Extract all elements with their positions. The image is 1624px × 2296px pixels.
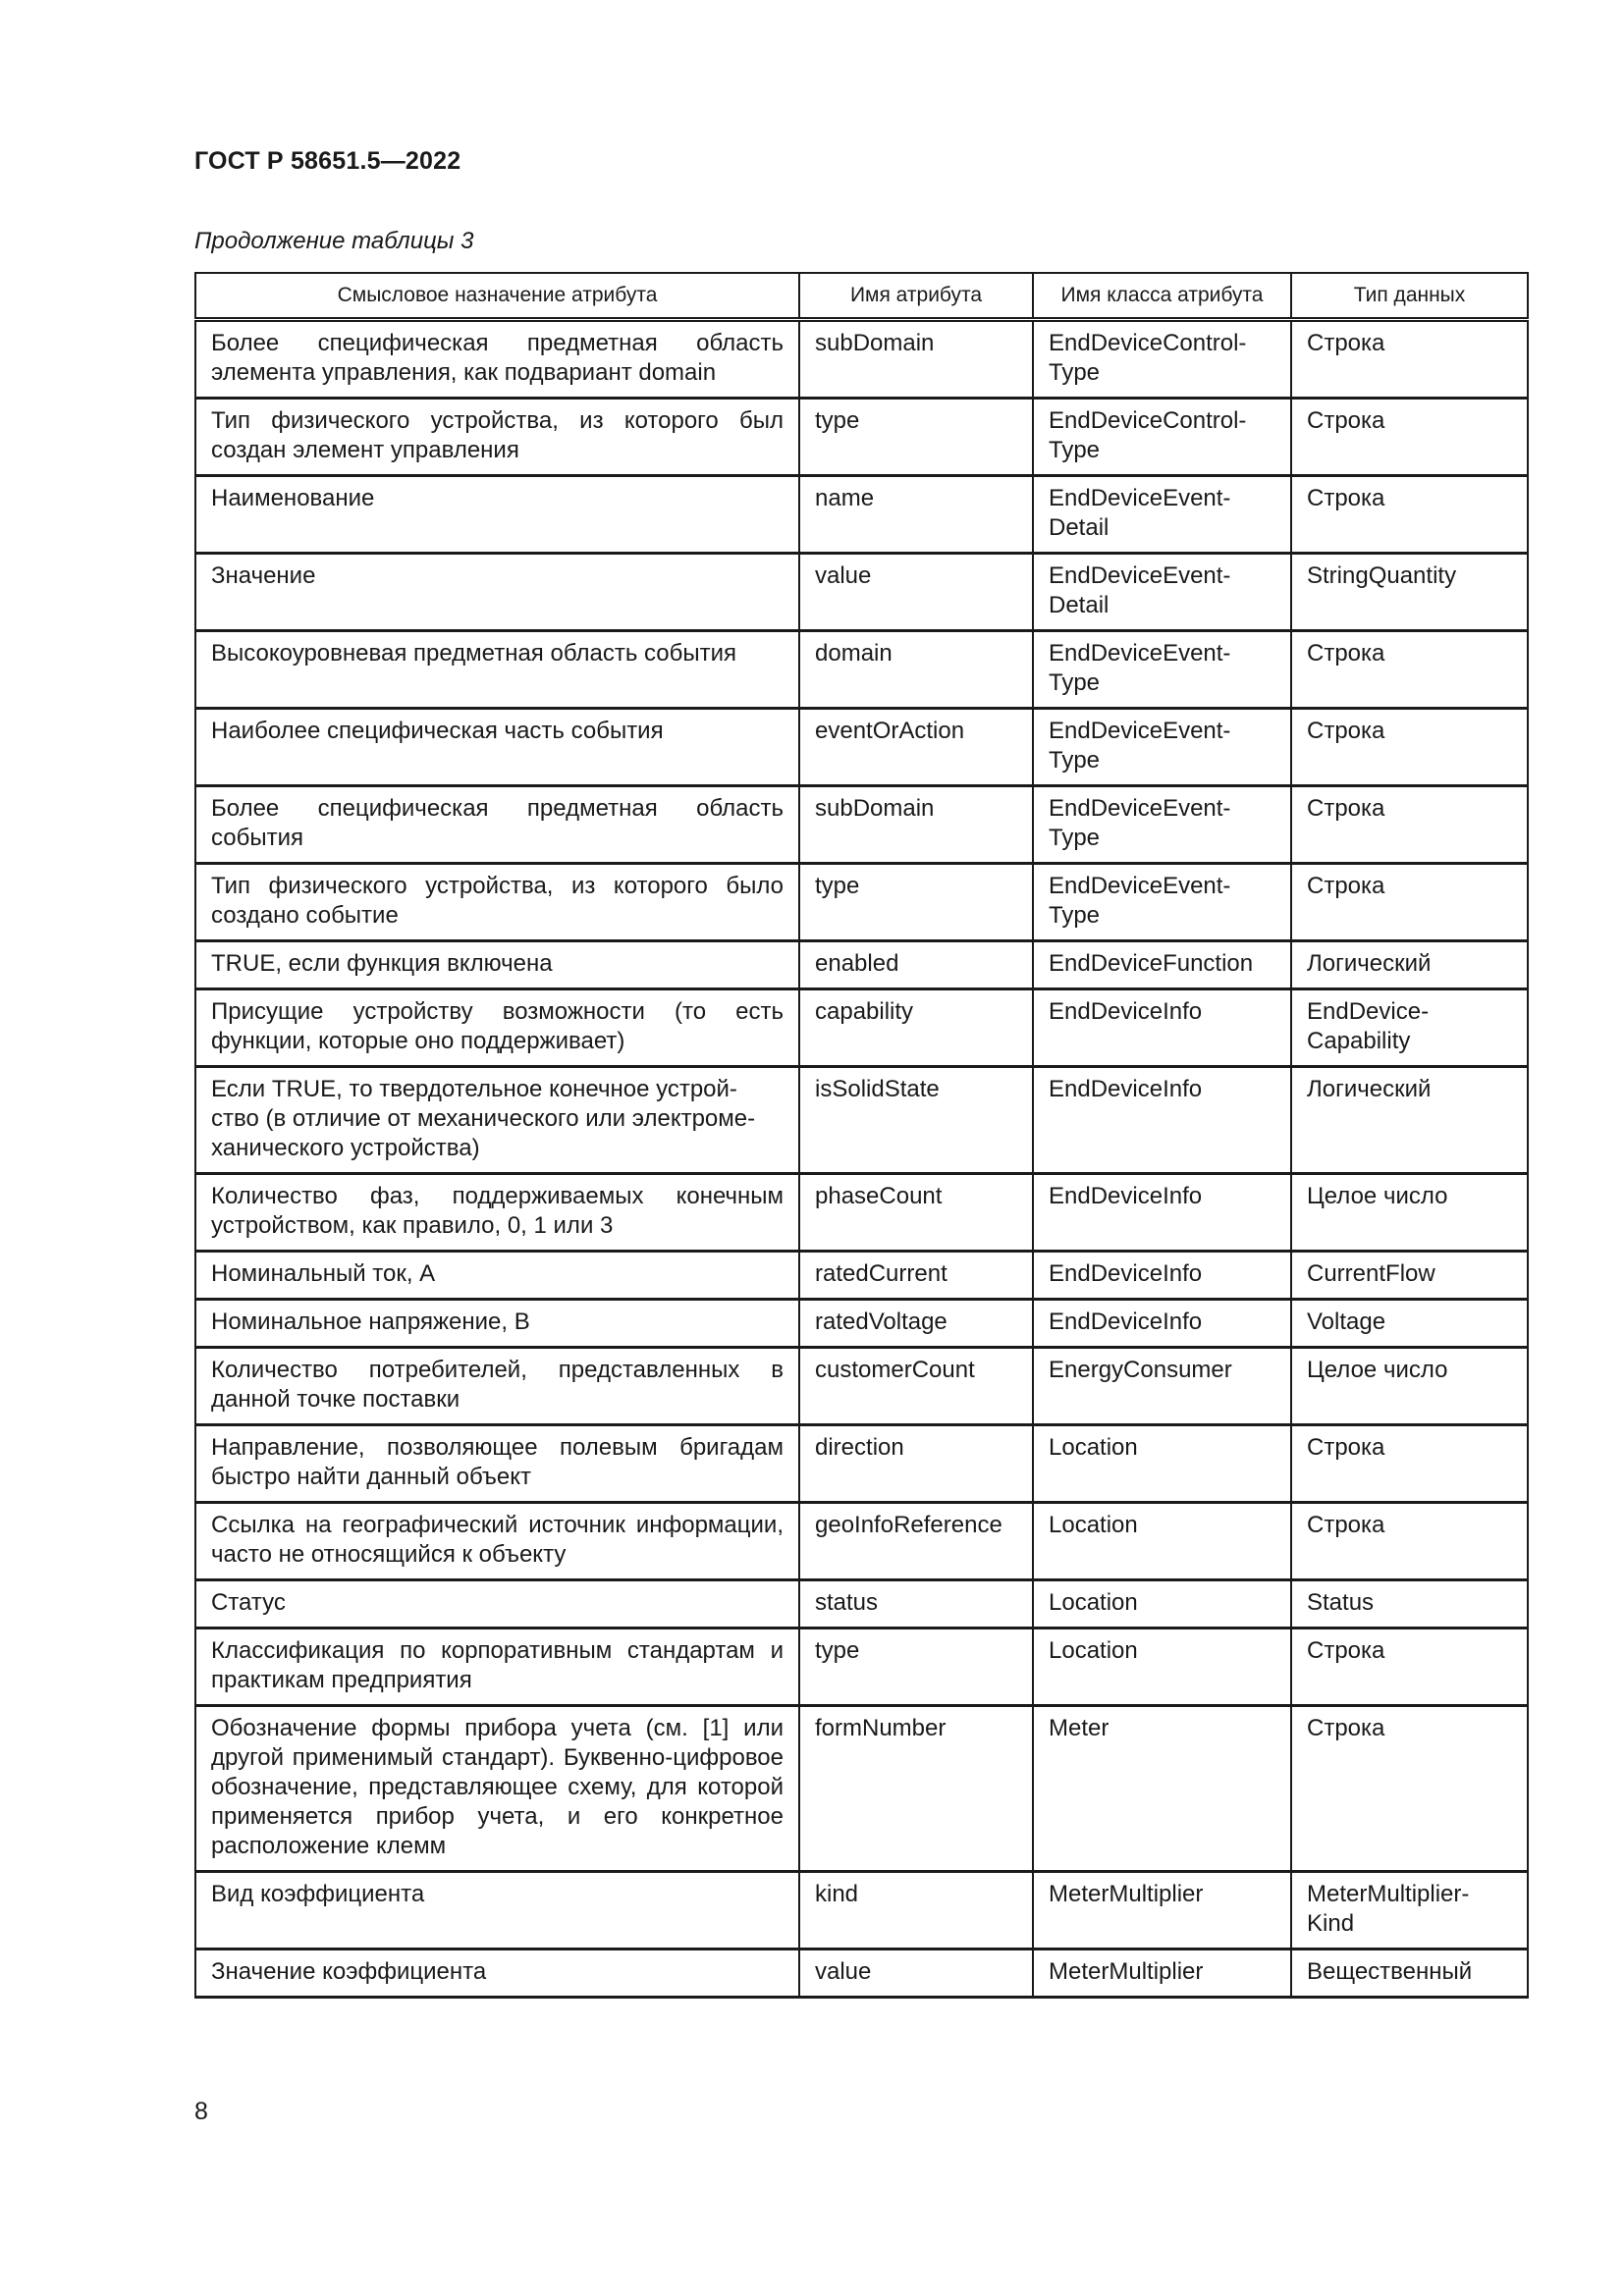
table-header-row bbox=[195, 273, 1528, 320]
table-row bbox=[195, 1252, 1528, 1300]
cell-purpose: Номинальный ток, А bbox=[195, 1252, 799, 1300]
cell-attribute-name: ratedCurrent bbox=[799, 1252, 1033, 1300]
cell-purpose: Тип физического устройства, из которого был создан элемент управления bbox=[195, 399, 799, 476]
cell-data-type: Строка bbox=[1291, 631, 1528, 709]
cell-purpose: Значение bbox=[195, 554, 799, 631]
cell-purpose: Более специфическая предметная область события bbox=[195, 786, 799, 864]
cell-attribute-class: EndDeviceControl- Type bbox=[1033, 320, 1291, 399]
cell-data-type: MeterMultiplier- Kind bbox=[1291, 1872, 1528, 1949]
cell-attribute-name: kind bbox=[799, 1872, 1033, 1949]
cell-attribute-class: EnergyConsumer bbox=[1033, 1348, 1291, 1425]
cell-purpose: Номинальное напряжение, В bbox=[195, 1300, 799, 1348]
cell-data-type: Вещественный bbox=[1291, 1949, 1528, 1998]
column-header-data-type: Тип данных bbox=[1291, 273, 1528, 320]
table-row bbox=[195, 631, 1528, 709]
cell-attribute-name: geoInfoReference bbox=[799, 1503, 1033, 1580]
cell-data-type: CurrentFlow bbox=[1291, 1252, 1528, 1300]
cell-attribute-class: EndDeviceEvent- Type bbox=[1033, 709, 1291, 786]
cell-data-type: Строка bbox=[1291, 786, 1528, 864]
cell-purpose: Значение коэффициента bbox=[195, 1949, 799, 1998]
cell-purpose: Обозначение формы прибора учета (см. [1] или другой применимый стандарт). Буквенно-цифровое обозначение, представляющее схему, для которой применяется прибор учета, и его конкретное расположение клемм bbox=[195, 1706, 799, 1872]
table-row bbox=[195, 709, 1528, 786]
cell-data-type: Строка bbox=[1291, 864, 1528, 941]
cell-attribute-name: subDomain bbox=[799, 320, 1033, 399]
cell-attribute-name: status bbox=[799, 1580, 1033, 1629]
cell-attribute-name: direction bbox=[799, 1425, 1033, 1503]
cell-data-type: Логический bbox=[1291, 1067, 1528, 1174]
table-row bbox=[195, 941, 1528, 989]
cell-attribute-class: Meter bbox=[1033, 1706, 1291, 1872]
table-row bbox=[195, 1425, 1528, 1503]
table-row bbox=[195, 1580, 1528, 1629]
cell-data-type: Строка bbox=[1291, 476, 1528, 554]
table-row bbox=[195, 1949, 1528, 1998]
cell-purpose: Наиболее специфическая часть события bbox=[195, 709, 799, 786]
cell-data-type: EndDevice- Capability bbox=[1291, 989, 1528, 1067]
cell-attribute-class: EndDeviceInfo bbox=[1033, 1067, 1291, 1174]
cell-attribute-class: EndDeviceInfo bbox=[1033, 1252, 1291, 1300]
cell-data-type: Строка bbox=[1291, 1425, 1528, 1503]
table-row bbox=[195, 989, 1528, 1067]
table-row bbox=[195, 786, 1528, 864]
cell-attribute-class: EndDeviceEvent- Type bbox=[1033, 864, 1291, 941]
table-row bbox=[195, 554, 1528, 631]
cell-purpose: Тип физического устройства, из которого было создано событие bbox=[195, 864, 799, 941]
column-header-purpose: Смысловое назначение атрибута bbox=[195, 273, 799, 320]
table-row bbox=[195, 864, 1528, 941]
cell-data-type: Строка bbox=[1291, 1503, 1528, 1580]
cell-attribute-class: EndDeviceEvent- Detail bbox=[1033, 554, 1291, 631]
cell-attribute-name: formNumber bbox=[799, 1706, 1033, 1872]
table-row bbox=[195, 320, 1528, 399]
cell-purpose: Более специфическая предметная область элемента управления, как подвариант domain bbox=[195, 320, 799, 399]
cell-attribute-class: EndDeviceEvent- Type bbox=[1033, 631, 1291, 709]
cell-attribute-name: name bbox=[799, 476, 1033, 554]
cell-purpose: Классификация по корпоративным стандартам и практикам предприятия bbox=[195, 1629, 799, 1706]
cell-attribute-name: value bbox=[799, 1949, 1033, 1998]
cell-data-type: StringQuantity bbox=[1291, 554, 1528, 631]
page-number: 8 bbox=[194, 2098, 208, 2125]
cell-attribute-class: Location bbox=[1033, 1425, 1291, 1503]
cell-data-type: Логический bbox=[1291, 941, 1528, 989]
cell-purpose: Количество потребителей, представленных в данной точке поставки bbox=[195, 1348, 799, 1425]
cell-attribute-name: eventOrAction bbox=[799, 709, 1033, 786]
cell-attribute-class: MeterMultiplier bbox=[1033, 1872, 1291, 1949]
cell-attribute-name: capability bbox=[799, 989, 1033, 1067]
cell-data-type: Целое число bbox=[1291, 1348, 1528, 1425]
cell-attribute-class: EndDeviceEvent- Type bbox=[1033, 786, 1291, 864]
table-row bbox=[195, 1872, 1528, 1949]
table-row bbox=[195, 1300, 1528, 1348]
cell-attribute-class: EndDeviceFunction bbox=[1033, 941, 1291, 989]
cell-attribute-class: EndDeviceControl- Type bbox=[1033, 399, 1291, 476]
cell-purpose: Высокоуровневая предметная область события bbox=[195, 631, 799, 709]
cell-data-type: Строка bbox=[1291, 709, 1528, 786]
cell-data-type: Строка bbox=[1291, 399, 1528, 476]
cell-attribute-class: EndDeviceInfo bbox=[1033, 989, 1291, 1067]
cell-attribute-name: value bbox=[799, 554, 1033, 631]
column-header-attribute-name: Имя атрибута bbox=[799, 273, 1033, 320]
cell-purpose: Количество фаз, поддерживаемых конечным устройством, как правило, 0, 1 или 3 bbox=[195, 1174, 799, 1252]
cell-attribute-name: customerCount bbox=[799, 1348, 1033, 1425]
table-row bbox=[195, 476, 1528, 554]
cell-attribute-class: EndDeviceEvent- Detail bbox=[1033, 476, 1291, 554]
cell-data-type: Строка bbox=[1291, 320, 1528, 399]
cell-purpose: Ссылка на географический источник информации, часто не относящийся к объекту bbox=[195, 1503, 799, 1580]
cell-purpose: Направление, позволяющее полевым бригадам быстро найти данный объект bbox=[195, 1425, 799, 1503]
column-header-attribute-class: Имя класса атрибута bbox=[1033, 273, 1291, 320]
cell-attribute-class: Location bbox=[1033, 1629, 1291, 1706]
cell-attribute-name: ratedVoltage bbox=[799, 1300, 1033, 1348]
cell-attribute-name: type bbox=[799, 1629, 1033, 1706]
cell-purpose: Вид коэффициента bbox=[195, 1872, 799, 1949]
cell-attribute-class: Location bbox=[1033, 1503, 1291, 1580]
cell-purpose: Статус bbox=[195, 1580, 799, 1629]
cell-purpose: Наименование bbox=[195, 476, 799, 554]
document-header: ГОСТ Р 58651.5—2022 bbox=[194, 147, 461, 175]
table-row bbox=[195, 1629, 1528, 1706]
table-caption: Продолжение таблицы 3 bbox=[194, 228, 474, 254]
table-row bbox=[195, 1706, 1528, 1872]
cell-attribute-name: type bbox=[799, 864, 1033, 941]
cell-data-type: Целое число bbox=[1291, 1174, 1528, 1252]
cell-purpose: Если TRUE, то твердотельное конечное устрой- ство (в отличие от механического или электроме- ханического устройства) bbox=[195, 1067, 799, 1174]
table-row bbox=[195, 1067, 1528, 1174]
cell-data-type: Status bbox=[1291, 1580, 1528, 1629]
cell-attribute-class: EndDeviceInfo bbox=[1033, 1174, 1291, 1252]
cell-attribute-class: Location bbox=[1033, 1580, 1291, 1629]
attribute-table bbox=[194, 272, 1529, 1999]
table-row bbox=[195, 1503, 1528, 1580]
cell-data-type: Строка bbox=[1291, 1629, 1528, 1706]
table-body bbox=[195, 320, 1528, 1998]
cell-attribute-name: subDomain bbox=[799, 786, 1033, 864]
table-row bbox=[195, 399, 1528, 476]
table-row bbox=[195, 1174, 1528, 1252]
cell-data-type: Voltage bbox=[1291, 1300, 1528, 1348]
cell-attribute-class: EndDeviceInfo bbox=[1033, 1300, 1291, 1348]
cell-attribute-class: MeterMultiplier bbox=[1033, 1949, 1291, 1998]
table-row bbox=[195, 1348, 1528, 1425]
cell-attribute-name: phaseCount bbox=[799, 1174, 1033, 1252]
cell-attribute-name: domain bbox=[799, 631, 1033, 709]
cell-purpose: TRUE, если функция включена bbox=[195, 941, 799, 989]
cell-data-type: Строка bbox=[1291, 1706, 1528, 1872]
cell-attribute-name: isSolidState bbox=[799, 1067, 1033, 1174]
cell-attribute-name: enabled bbox=[799, 941, 1033, 989]
cell-attribute-name: type bbox=[799, 399, 1033, 476]
cell-purpose: Присущие устройству возможности (то есть функции, которые оно поддерживает) bbox=[195, 989, 799, 1067]
